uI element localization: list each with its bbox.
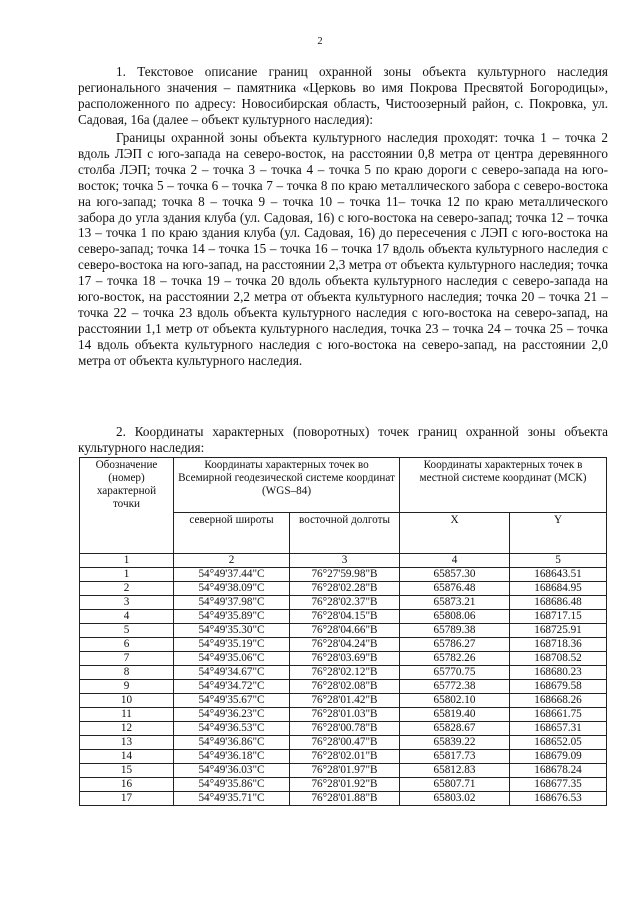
cell-y: 168725.91 [510, 624, 607, 638]
cell-point-number: 6 [80, 638, 174, 652]
coordinates-table [79, 457, 607, 806]
table-row [80, 680, 607, 694]
table-row [80, 638, 607, 652]
cell-x: 65828.67 [400, 722, 510, 736]
cell-x: 65789.38 [400, 624, 510, 638]
cell-latitude: 54°49'34.72"С [174, 680, 290, 694]
cell-longitude: 76°28'01.97"В [290, 764, 400, 778]
table-row [80, 750, 607, 764]
cell-point-number: 2 [80, 582, 174, 596]
table-row [80, 610, 607, 624]
cell-y: 168652.05 [510, 736, 607, 750]
cell-y: 168668.26 [510, 694, 607, 708]
cell-latitude: 54°49'35.71"С [174, 792, 290, 806]
cell-latitude: 54°49'37.44"С [174, 568, 290, 582]
cell-latitude: 54°49'34.67"С [174, 666, 290, 680]
cell-x: 65812.83 [400, 764, 510, 778]
cell-longitude: 76°28'02.01"В [290, 750, 400, 764]
cell-point-number: 10 [80, 694, 174, 708]
table-row [80, 624, 607, 638]
table-row [80, 736, 607, 750]
cell-y: 168679.58 [510, 680, 607, 694]
column-number: 2 [174, 554, 290, 568]
header-y: Y [510, 513, 607, 554]
cell-x: 65786.27 [400, 638, 510, 652]
cell-point-number: 4 [80, 610, 174, 624]
cell-x: 65873.21 [400, 596, 510, 610]
coordinates-table-body [80, 568, 607, 806]
cell-x: 65876.48 [400, 582, 510, 596]
cell-y: 168678.24 [510, 764, 607, 778]
cell-latitude: 54°49'36.18"С [174, 750, 290, 764]
cell-y: 168684.95 [510, 582, 607, 596]
header-msk: Координаты характерных точек в местной системе координат (МСК) [400, 458, 607, 513]
cell-latitude: 54°49'35.06"С [174, 652, 290, 666]
cell-latitude: 54°49'36.03"С [174, 764, 290, 778]
table-row [80, 694, 607, 708]
cell-longitude: 76°28'04.24"В [290, 638, 400, 652]
page-number: 2 [317, 36, 323, 47]
cell-x: 65857.30 [400, 568, 510, 582]
cell-latitude: 54°49'37.98"С [174, 596, 290, 610]
cell-point-number: 3 [80, 596, 174, 610]
cell-latitude: 54°49'35.89"С [174, 610, 290, 624]
cell-latitude: 54°49'38.09"С [174, 582, 290, 596]
cell-longitude: 76°28'03.69"В [290, 652, 400, 666]
cell-longitude: 76°28'01.88"В [290, 792, 400, 806]
table-row [80, 568, 607, 582]
cell-x: 65802.10 [400, 694, 510, 708]
cell-longitude: 76°28'04.66"В [290, 624, 400, 638]
cell-point-number: 13 [80, 736, 174, 750]
cell-y: 168686.48 [510, 596, 607, 610]
cell-x: 65808.06 [400, 610, 510, 624]
cell-x: 65803.02 [400, 792, 510, 806]
header-x: X [400, 513, 510, 554]
cell-latitude: 54°49'35.86"С [174, 778, 290, 792]
cell-point-number: 16 [80, 778, 174, 792]
cell-latitude: 54°49'35.67"С [174, 694, 290, 708]
cell-point-number: 11 [80, 708, 174, 722]
cell-point-number: 5 [80, 624, 174, 638]
cell-point-number: 14 [80, 750, 174, 764]
cell-longitude: 76°27'59.98"В [290, 568, 400, 582]
column-number: 4 [400, 554, 510, 568]
cell-y: 168679.09 [510, 750, 607, 764]
cell-y: 168676.53 [510, 792, 607, 806]
table-row [80, 708, 607, 722]
cell-y: 168677.35 [510, 778, 607, 792]
cell-y: 168717.15 [510, 610, 607, 624]
table-row [80, 764, 607, 778]
cell-latitude: 54°49'35.30"С [174, 624, 290, 638]
table-row [80, 666, 607, 680]
cell-y: 168718.36 [510, 638, 607, 652]
cell-longitude: 76°28'04.15"В [290, 610, 400, 624]
cell-y: 168661.75 [510, 708, 607, 722]
column-number: 5 [510, 554, 607, 568]
cell-point-number: 8 [80, 666, 174, 680]
table-row [80, 792, 607, 806]
paragraph-boundary-intro: 1. Текстовое описание границ охранной зоны объекта культурного наследия регионального значения – памятника «Церковь во имя Покрова Пресвятой Богородицы», расположенного по адресу: Новосибирская область, Чистоозерный район, с. Покровка, ул. Садовая, 16а (далее – объект культурного наследия): [78, 64, 608, 127]
cell-latitude: 54°49'36.86"С [174, 736, 290, 750]
column-number: 1 [80, 554, 174, 568]
table-row [80, 722, 607, 736]
cell-x: 65819.40 [400, 708, 510, 722]
cell-point-number: 17 [80, 792, 174, 806]
header-wgs: Координаты характерных точек во Всемирной геодезической системе координат (WGS–84) [174, 458, 400, 513]
cell-x: 65770.75 [400, 666, 510, 680]
cell-latitude: 54°49'36.53"С [174, 722, 290, 736]
cell-longitude: 76°28'02.28"В [290, 582, 400, 596]
cell-point-number: 1 [80, 568, 174, 582]
cell-point-number: 7 [80, 652, 174, 666]
cell-longitude: 76°28'01.03"В [290, 708, 400, 722]
header-point: Обозначение (номер) характерной точки [80, 458, 174, 554]
cell-longitude: 76°28'00.78"В [290, 722, 400, 736]
cell-y: 168708.52 [510, 652, 607, 666]
cell-longitude: 76°28'02.08"В [290, 680, 400, 694]
cell-point-number: 12 [80, 722, 174, 736]
cell-x: 65817.73 [400, 750, 510, 764]
cell-longitude: 76°28'00.47"В [290, 736, 400, 750]
cell-longitude: 76°28'01.92"В [290, 778, 400, 792]
cell-y: 168657.31 [510, 722, 607, 736]
cell-latitude: 54°49'35.19"С [174, 638, 290, 652]
header-latitude: северной широты [174, 513, 290, 554]
cell-point-number: 9 [80, 680, 174, 694]
table-row [80, 778, 607, 792]
cell-longitude: 76°28'02.12"В [290, 666, 400, 680]
cell-longitude: 76°28'02.37"В [290, 596, 400, 610]
table-row [80, 652, 607, 666]
table-row [80, 582, 607, 596]
cell-point-number: 15 [80, 764, 174, 778]
paragraph-coordinates-intro: 2. Координаты характерных (поворотных) точек границ охранной зоны объекта культурного наследия: [78, 424, 608, 455]
cell-x: 65807.71 [400, 778, 510, 792]
cell-longitude: 76°28'01.42"В [290, 694, 400, 708]
cell-x: 65839.22 [400, 736, 510, 750]
cell-y: 168643.51 [510, 568, 607, 582]
cell-latitude: 54°49'36.23"С [174, 708, 290, 722]
cell-y: 168680.23 [510, 666, 607, 680]
header-longitude: восточной долготы [290, 513, 400, 554]
paragraph-boundary-description: Границы охранной зоны объекта культурного наследия проходят: точка 1 – точка 2 вдоль ЛЭП с юго-запада на северо-восток, на расстоянии 0,8 метра от центра деревянного столба ЛЭП; точка 2 – точка 3 – точка 4 – точка 5 по краю дороги с северо-запада на юго-восток; точка 5 – точка 6 – точка 7 – точка 8 по краю металлического забора с северо-востока на юго-запад; точка 8 – точка 9 – точка 10 – точка 11– точка 12 по краю металлического забора до угла здания клуба (ул. Садовая, 16) с юго-востока на северо-запад; точка 12 – точка 13 – точка 1 по краю здания клуба (ул. Садовая, 16) до пересечения с ЛЭП с юго-востока на северо-запад; точка 14 – точка 15 – точка 16 – точка 17 вдоль объекта культурного наследия с северо-востока на юго-запад, на расстоянии 2,3 метра от объекта культурного наследия; точка 17 – точка 18 – точка 19 – точка 20 вдоль объекта культурного наследия с северо-запада на юго-восток, на расстоянии 2,2 метра от объекта культурного наследия; точка 20 – точка 21 – точка 22 – точка 23 вдоль объекта культурного наследия с юго-востока на северо-запад, на расстоянии 1,1 метр от объекта культурного наследия, точка 23 – точка 24 – точка 25 – точка 14 вдоль объекта культурного наследия с юго-востока на северо-запад, на расстоянии 2,0 метра от объекта культурного наследия. [78, 130, 608, 368]
table-row [80, 596, 607, 610]
cell-x: 65772.38 [400, 680, 510, 694]
cell-x: 65782.26 [400, 652, 510, 666]
column-number: 3 [290, 554, 400, 568]
